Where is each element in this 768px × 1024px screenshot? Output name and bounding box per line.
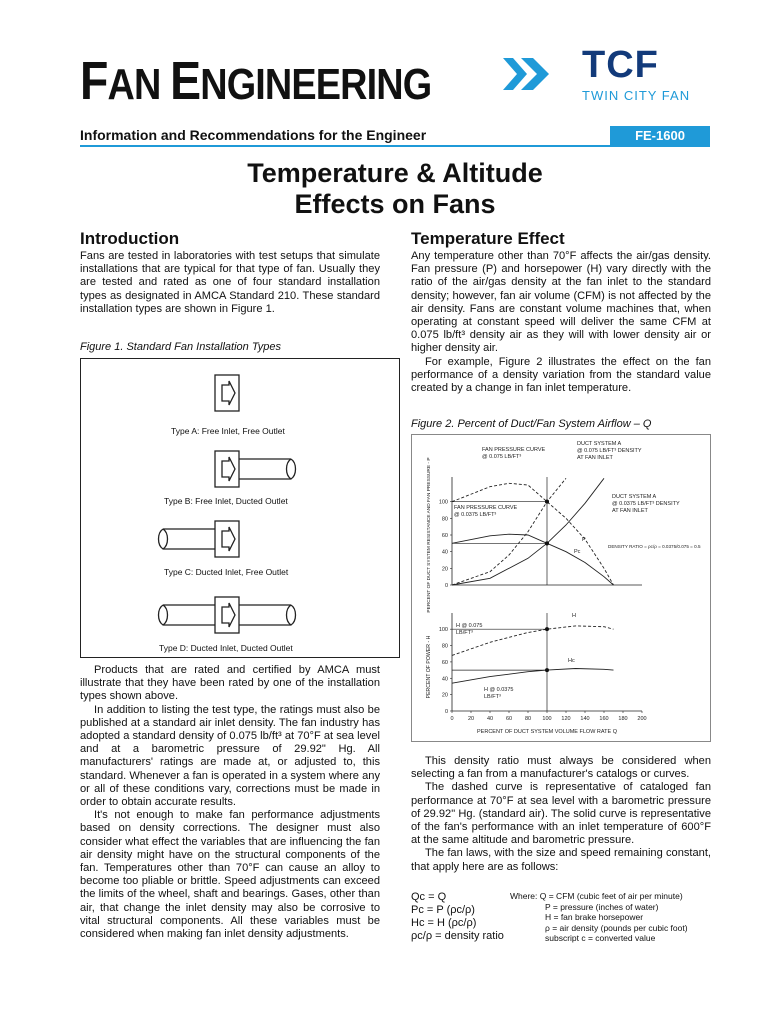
temperature-heading: Temperature Effect [411, 229, 565, 248]
h-low-label: H @ 0.0375 [484, 687, 514, 693]
power-xtick-label: 180 [618, 716, 628, 722]
power-y-axis-title: PERCENT OF POWER - H [426, 635, 432, 699]
hc-curve-label: Hc [568, 658, 575, 664]
power-xtick-label: 200 [637, 716, 647, 722]
type-b-label: Type B: Free Inlet, Ducted Outlet [164, 496, 288, 506]
p-curve-label: P [582, 537, 586, 543]
power-operating-point [545, 668, 549, 672]
type-a-label: Type A: Free Inlet, Free Outlet [171, 426, 285, 436]
pressure-y-axis-title: PERCENT OF DUCT SYSTEM RESISTANCE AND FAN PRESSURE - P [427, 457, 432, 613]
figure-2-caption: Figure 2. Percent of Duct/Fan System Airflow – Q [411, 418, 652, 430]
pressure-ytick-label: 20 [441, 566, 448, 573]
power-ytick-label: 80 [441, 643, 448, 650]
power-xtick-label: 0 [450, 716, 454, 722]
x-axis-title: PERCENT OF DUCT SYSTEM VOLUME FLOW RATE Q [477, 729, 617, 735]
temperature-paragraph-1: Any temperature other than 70°F affects the air/gas density. Fan pressure (P) and horsepower (H) vary directly with the ratio of the air/gas density at the fan inlet to the standard density; however, fan air volume (CFM) is not affected by the air density. Fans are constant volume machines that, when operating at constant speed will deliver the same CFM at 0.075 lb/ft³ density air as they will with lower density air or higher density air. [411, 250, 711, 355]
where-definitions: Where: Q = CFM (cubic feet of air per minute) P = pressure (inches of water) H = fan brake horsepower ρ = air density (pounds per cubic foot) subscript c = converted value [510, 891, 688, 943]
density-ratio-label: DENSITY RATIO = ρc/ρ = 0.0375/0.075 = 0.5 [608, 544, 701, 549]
figure-2-svg [412, 435, 712, 743]
figure-1-installation-types [80, 358, 400, 658]
power-xtick-label: 160 [599, 716, 609, 722]
power-xtick-label: 140 [580, 716, 590, 722]
duct-a-std-label: DUCT SYSTEM A [577, 441, 622, 447]
power-xtick-label: 60 [505, 716, 513, 722]
power-series-0 [452, 626, 614, 656]
intro-heading: Introduction [80, 229, 180, 248]
fan-curve-low-label: FAN PRESSURE CURVE [454, 505, 518, 511]
equation-density-ratio: ρc/ρ = density ratio [411, 930, 504, 942]
intro-paragraph-1: Fans are tested in laboratories with test setups that simulate installations that are typical for that type of fan. Usually they are tested and rated as one of four standard installation types as designated in AMCA Standard 210. These standard installation types are shown in Figure 1. [80, 250, 380, 315]
figure-2-chart [411, 434, 711, 742]
power-series-1 [452, 669, 614, 684]
power-operating-point [545, 627, 549, 631]
pc-curve-label: Pc [574, 549, 581, 555]
pressure-operating-point [545, 541, 549, 545]
logo-subtitle: TWIN CITY FAN [582, 88, 691, 103]
fan-curve-std-label: @ 0.075 LB/FT³ [482, 454, 522, 460]
pressure-series-2 [452, 534, 614, 585]
pressure-ytick-label: 100 [438, 499, 448, 506]
duct-a-low-label: AT FAN INLET [612, 508, 648, 514]
intro-paragraph-4: It's not enough to make fan performance adjustments based on density corrections. The designer must also consider what effect the variables that are influencing the fan air density might have on the structural components of the fan. Temperatures other than 70°F can cause an alloy to become too pliable or brittle. Speed adjustments can exceed the limits of the wheel, shaft and bearings. Gases, other than air, that change the inlet density may also be corrosive to vital structural components. All these variables must be considered when making fan inlet density adjustments. [80, 809, 380, 941]
temperature-paragraph-4: The dashed curve is representative of cataloged fan performance at 70°F at sea level with a barometric pressure of 29.92" Hg. (standard air). The solid curve is representative of the fan's performance with an inlet temperature of 600°F at the same altitude and barometric pressure. [411, 781, 711, 847]
h-std-label: H @ 0.075 [456, 623, 483, 629]
h-std-label: LB/FT³ [456, 630, 473, 636]
type-d-label: Type D: Ducted Inlet, Ducted Outlet [159, 643, 293, 653]
equation-h: Hc = H (ρc/ρ) [411, 917, 477, 929]
power-ytick-label: 0 [444, 709, 448, 715]
pressure-series-0 [452, 483, 614, 585]
temperature-paragraph-2: For example, Figure 2 illustrates the effect on the fan performance of a density variation from the standard value created by a change in fan inlet temperature. [411, 355, 711, 395]
temperature-body [411, 250, 711, 395]
intro-paragraph-3: In addition to listing the test type, the ratings must also be published at a standard air inlet density. The fan industry has adopted a standard density of 0.075 lb/ft³ at 70°F at sea level and at a barometric pressure of 29.92" Hg. All manufacturers' ratings are made at, or adjusted to, this standard. Whenever a fan is operated in a system where any or all of these conditions vary, corrections must be made in order to obtain accurate results. [80, 703, 380, 809]
pressure-operating-point [545, 500, 549, 504]
power-ytick-label: 20 [441, 692, 448, 699]
duct-a-std-label: @ 0.075 LB/FT³ DENSITY [577, 448, 642, 454]
duct-a-low-label: @ 0.0375 LB/FT³ DENSITY [612, 501, 680, 507]
h-low-label: LB/FT³ [484, 694, 501, 700]
power-ytick-label: 100 [438, 627, 448, 634]
temperature-paragraph-3: This density ratio must always be considered when selecting a fan from a manufacturer's catalogs or curves. [411, 755, 711, 781]
fan-curve-low-label: @ 0.0375 LB/FT³ [454, 512, 497, 518]
document-code-badge: FE-1600 [610, 126, 710, 145]
pressure-series-1 [452, 478, 566, 585]
equation-q: Qc = Q [411, 891, 447, 903]
equation-p: Pc = P (ρc/ρ) [411, 904, 475, 916]
figure-1-caption: Figure 1. Standard Fan Installation Types [80, 341, 281, 353]
power-xtick-label: 100 [542, 716, 552, 722]
fan-curve-std-label: FAN PRESSURE CURVE [482, 447, 546, 453]
masthead-title: FAN ENGINEERING [80, 51, 432, 111]
pressure-ytick-label: 60 [441, 533, 448, 539]
intro-paragraph-2: Products that are rated and certified by AMCA must illustrate that they have been rated by one of the installation types shown above. [80, 664, 380, 703]
power-ytick-label: 60 [441, 659, 448, 666]
type-c-label: Type C: Ducted Inlet, Free Outlet [164, 567, 289, 577]
power-xtick-label: 80 [524, 716, 532, 722]
h-curve-label: H [572, 613, 576, 619]
power-xtick-label: 40 [486, 716, 494, 722]
temperature-body-2 [411, 755, 711, 874]
pressure-ytick-label: 0 [444, 583, 448, 589]
power-ytick-label: 40 [441, 676, 448, 683]
temperature-paragraph-5: The fan laws, with the size and speed remaining constant, that apply here are as follows: [411, 847, 711, 873]
intro-body [80, 664, 380, 941]
pressure-ytick-label: 40 [441, 549, 448, 556]
pressure-ytick-label: 80 [441, 516, 448, 523]
logo-wordmark: TCF [582, 44, 659, 86]
duct-a-low-label: DUCT SYSTEM A [612, 494, 657, 500]
power-xtick-label: 120 [561, 716, 571, 722]
header-subtitle: Information and Recommendations for the Engineer [80, 127, 427, 143]
power-xtick-label: 20 [467, 716, 475, 722]
document-title: Temperature & Altitude Effects on Fans [247, 158, 543, 219]
header-rule [80, 145, 710, 147]
duct-a-std-label: AT FAN INLET [577, 455, 613, 461]
